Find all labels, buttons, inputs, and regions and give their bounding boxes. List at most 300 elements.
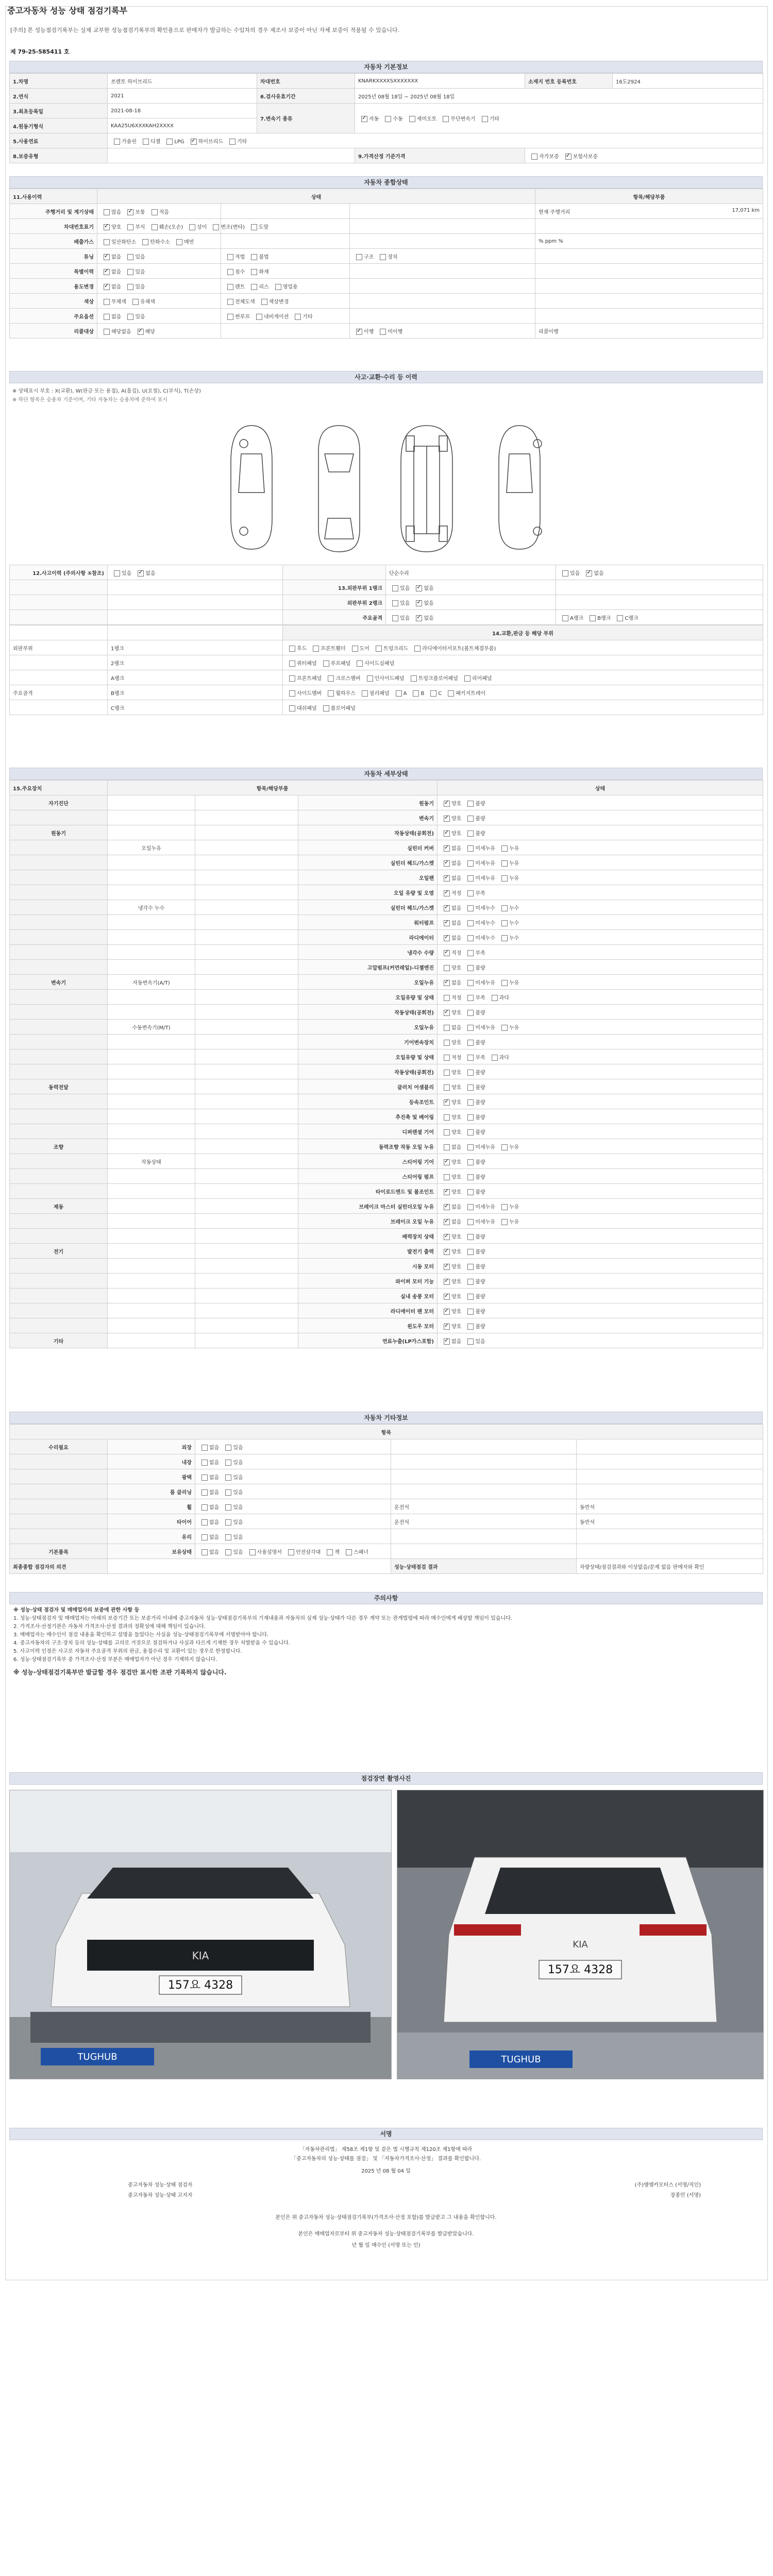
option: 미세누유: [464, 844, 495, 852]
checkbox[interactable]: [444, 1129, 450, 1136]
checkbox[interactable]: [467, 1055, 474, 1061]
table-row: [10, 1020, 763, 1035]
checkbox[interactable]: [467, 1084, 474, 1091]
other-group: 기본품목: [10, 1544, 108, 1559]
table-row: [10, 1514, 763, 1529]
detail-group: 자기진단: [10, 795, 108, 810]
checkbox[interactable]: [444, 1084, 450, 1091]
checkbox[interactable]: [467, 965, 474, 971]
checkbox[interactable]: [467, 1099, 474, 1106]
checkbox[interactable]: [409, 116, 415, 122]
checkbox[interactable]: [467, 1294, 474, 1300]
detail-item: 오일누유: [298, 975, 438, 990]
checkbox[interactable]: [225, 1519, 231, 1526]
checkbox[interactable]: [229, 139, 236, 145]
checkbox[interactable]: [467, 1144, 474, 1150]
checkbox[interactable]: [225, 1445, 231, 1451]
general-options: [97, 219, 269, 234]
checkbox[interactable]: [227, 314, 233, 320]
checkbox[interactable]: [392, 585, 398, 591]
checkbox[interactable]: [467, 1279, 474, 1285]
checkbox[interactable]: [467, 995, 474, 1001]
checkbox[interactable]: [444, 1219, 450, 1225]
checkbox[interactable]: [444, 890, 450, 896]
checkbox[interactable]: [444, 1010, 450, 1016]
checkbox[interactable]: [444, 875, 450, 882]
checkbox[interactable]: [444, 1204, 450, 1210]
checkbox[interactable]: [396, 690, 402, 697]
checkbox[interactable]: [444, 1249, 450, 1255]
checkbox[interactable]: [127, 269, 133, 275]
checkbox[interactable]: [104, 299, 110, 305]
checkbox[interactable]: [225, 1504, 231, 1511]
checkbox[interactable]: [444, 1099, 450, 1106]
option: 침수: [224, 267, 245, 275]
checkbox[interactable]: [416, 615, 422, 621]
checkbox[interactable]: [346, 1549, 352, 1555]
detail-group: [10, 870, 108, 885]
checkbox[interactable]: [275, 284, 281, 290]
general-status-header: 자동차 종합상태: [9, 176, 763, 189]
checkbox[interactable]: [467, 1070, 474, 1076]
other-group: [10, 1454, 108, 1469]
checkbox[interactable]: [416, 600, 422, 606]
checkbox[interactable]: [467, 935, 474, 941]
detail-group: [10, 840, 108, 855]
checkbox[interactable]: [617, 615, 623, 621]
checkbox[interactable]: [152, 224, 158, 230]
checkbox[interactable]: [467, 845, 474, 852]
checkbox[interactable]: [444, 1144, 450, 1150]
note-item: 3. 매매업자는 매수인이 점검 내용을 확인하고 설명을 들었다는 사실을 성능·상태점검기록부에 서명받아야 합니다.: [13, 1632, 269, 1638]
table-row: [10, 234, 763, 249]
table-row: [10, 1529, 763, 1544]
detail-subgroup: [108, 1289, 195, 1303]
checkbox[interactable]: [501, 860, 508, 867]
option: 불량: [464, 1188, 485, 1195]
general-extra: 리콜이행: [539, 329, 559, 335]
notes-body: [9, 1604, 763, 1679]
year-value: 2021: [108, 89, 257, 104]
checkbox[interactable]: [166, 139, 173, 145]
checkbox[interactable]: [444, 801, 450, 807]
checkbox[interactable]: [376, 646, 382, 652]
checkbox[interactable]: [249, 1549, 256, 1555]
front-brand-text: KIA: [192, 1950, 209, 1962]
checkbox[interactable]: [501, 875, 508, 882]
checkbox[interactable]: [201, 1504, 208, 1511]
checkbox[interactable]: [444, 1264, 450, 1270]
detail-item: 실린더 헤드/가스켓: [298, 855, 438, 870]
checkbox[interactable]: [467, 816, 474, 822]
checkbox[interactable]: [467, 905, 474, 911]
basic-info-section: [9, 61, 763, 163]
checkbox[interactable]: [227, 254, 233, 260]
note-item: 1. 성능·상태점검자 및 매매업자는 아래의 보증기간 또는 보증거리 이내에 중고자동차 성능·상태점검기록부의 기재내용과 자동차의 실제 성능·상태가 다른 경우 계약 또는 관계법령에 따라 매수인에게 배상할 책임이 있습니다.: [13, 1616, 512, 1621]
checkbox[interactable]: [227, 299, 233, 305]
checkbox[interactable]: [467, 1249, 474, 1255]
checkbox[interactable]: [492, 995, 498, 1001]
checkbox[interactable]: [501, 1219, 508, 1225]
option: ✓ 양호: [441, 1247, 461, 1255]
car-right-side-icon: [499, 426, 542, 549]
checkbox[interactable]: [444, 1189, 450, 1195]
checkbox[interactable]: [104, 239, 110, 245]
checkbox[interactable]: [443, 116, 449, 122]
option: 불량: [464, 1128, 485, 1136]
checkbox[interactable]: [467, 1219, 474, 1225]
checkbox[interactable]: [467, 1159, 474, 1165]
checkbox[interactable]: [127, 209, 133, 215]
option: 라디에이터서포트(볼트체결부품): [411, 644, 496, 652]
option: 누유: [498, 859, 519, 867]
checkbox[interactable]: [467, 950, 474, 956]
checkbox[interactable]: [416, 585, 422, 591]
checkbox[interactable]: [562, 615, 568, 621]
checkbox[interactable]: [201, 1549, 208, 1555]
checkbox[interactable]: [467, 1264, 474, 1270]
checkbox[interactable]: [444, 1025, 450, 1031]
detail-group: [10, 1094, 108, 1109]
general-head-1: 11.사용이력: [10, 189, 97, 204]
checkbox[interactable]: [288, 1549, 294, 1555]
checkbox[interactable]: [138, 570, 144, 577]
checkbox[interactable]: [225, 1460, 231, 1466]
checkbox[interactable]: [392, 615, 398, 621]
checkbox[interactable]: [289, 690, 295, 697]
checkbox[interactable]: [444, 1070, 450, 1076]
checkbox[interactable]: [152, 209, 158, 215]
checkbox[interactable]: [328, 690, 334, 697]
option: ✓ 없음: [441, 934, 461, 941]
option: 미세누수: [464, 919, 495, 926]
checkbox[interactable]: [289, 646, 295, 652]
table-row: [10, 670, 763, 685]
checkbox[interactable]: [411, 675, 417, 682]
option: 크로스멤버: [325, 674, 360, 682]
checkbox[interactable]: [444, 816, 450, 822]
checkbox[interactable]: [225, 1534, 231, 1540]
sign-header: 서명: [9, 2128, 763, 2140]
option: 부족: [464, 889, 485, 896]
option: ✓ 양호: [441, 799, 461, 807]
accident-label-2: 단순수리: [389, 570, 409, 577]
checkbox[interactable]: [531, 154, 537, 160]
checkbox[interactable]: [289, 705, 295, 711]
option: 미세누유: [464, 874, 495, 882]
other-item: 광택: [108, 1469, 195, 1484]
checkbox[interactable]: [138, 329, 144, 335]
option: 트렁크리드: [373, 644, 408, 652]
checkbox[interactable]: [501, 1144, 508, 1150]
table-row: [10, 960, 763, 975]
checkbox[interactable]: [327, 1549, 333, 1555]
general-status-table: [9, 189, 763, 338]
checkbox[interactable]: [352, 646, 358, 652]
checkbox[interactable]: [104, 314, 110, 320]
checkbox[interactable]: [444, 980, 450, 986]
checkbox[interactable]: [467, 1309, 474, 1315]
other-item: 보유상태: [108, 1544, 195, 1559]
checkbox[interactable]: [467, 1114, 474, 1121]
checkbox[interactable]: [444, 935, 450, 941]
document-title: 중고자동차 성능 상태 점검기록부: [7, 6, 128, 15]
checkbox[interactable]: [467, 890, 474, 896]
checkbox[interactable]: [501, 935, 508, 941]
checkbox[interactable]: [323, 705, 329, 711]
checkbox[interactable]: [127, 254, 133, 260]
checkbox[interactable]: [444, 950, 450, 956]
checkbox[interactable]: [104, 329, 110, 335]
checkbox[interactable]: [356, 329, 362, 335]
checkbox[interactable]: [191, 139, 197, 145]
detail-subgroup: [108, 825, 195, 840]
checkbox[interactable]: [142, 239, 148, 245]
checkbox[interactable]: [251, 254, 257, 260]
option: 해당없음: [100, 327, 131, 335]
checkbox[interactable]: [380, 254, 386, 260]
detail-item: 워터펌프: [298, 915, 438, 930]
checkbox[interactable]: [356, 254, 362, 260]
general-options: [97, 264, 221, 279]
checkbox[interactable]: [467, 801, 474, 807]
checkbox[interactable]: [444, 1338, 450, 1345]
checkbox[interactable]: [127, 284, 133, 290]
detail-item: 작동상태(공회전): [298, 825, 438, 840]
checkbox[interactable]: [444, 995, 450, 1001]
checkbox[interactable]: [444, 965, 450, 971]
detail-item: 오일팬: [298, 870, 438, 885]
checkbox[interactable]: [444, 1040, 450, 1046]
checkbox[interactable]: [104, 209, 110, 215]
inspection-period-value: 2025년 08월 18일 ~ 2025년 08월 18일: [355, 89, 763, 104]
checkbox[interactable]: [251, 269, 257, 275]
checkbox[interactable]: [430, 690, 436, 697]
general-label: 배출가스: [10, 234, 97, 249]
checkbox[interactable]: [467, 920, 474, 926]
basic-info-header: 자동차 기본정보: [9, 61, 763, 73]
table-row: [10, 781, 763, 795]
checkbox[interactable]: [367, 675, 373, 682]
checkbox[interactable]: [501, 905, 508, 911]
general-label: 특별이력: [10, 264, 97, 279]
option: 없음: [100, 312, 121, 320]
checkbox[interactable]: [213, 224, 219, 230]
checkbox[interactable]: [227, 269, 233, 275]
table-row: [10, 1499, 763, 1514]
checkbox[interactable]: [562, 570, 568, 577]
option: ✓ 없음: [100, 282, 121, 290]
table-row: [10, 1289, 763, 1303]
option: 불량: [464, 1038, 485, 1046]
checkbox[interactable]: [127, 314, 133, 320]
option: ✓ 보험사보증: [562, 152, 598, 160]
checkbox[interactable]: [201, 1475, 208, 1481]
checkbox[interactable]: [413, 690, 419, 697]
checkbox[interactable]: [444, 1174, 450, 1180]
checkbox[interactable]: [176, 239, 182, 245]
option: 있음: [222, 1458, 243, 1466]
checkbox[interactable]: [114, 139, 120, 145]
parts-rank: A랭크: [108, 670, 283, 685]
option: ✓ 양호: [441, 1307, 461, 1315]
option: 불법: [248, 252, 268, 260]
table-row: [10, 810, 763, 825]
checkbox[interactable]: [313, 646, 319, 652]
checkbox[interactable]: [467, 1324, 474, 1330]
checkbox[interactable]: [362, 690, 368, 697]
sign-line-2: 「중고자동차의 성능·상태를 점검」 및 「자동차가격조사·산정」 결과를 확인합니다.: [291, 2156, 481, 2162]
detail-group: [10, 1229, 108, 1244]
option: ✓ 양호: [441, 1292, 461, 1300]
checkbox[interactable]: [251, 284, 257, 290]
detail-group: [10, 1064, 108, 1079]
notice-text: [주의] 본 성능점검기록부는 실제 교부한 성능점검기록부의 확인용으로 판매자가 발급하는 수입차의 경우 제조사 보증이 아닌 자체 보증이 적용될 수 있습니다.: [10, 27, 400, 33]
checkbox[interactable]: [467, 1234, 474, 1240]
checkbox[interactable]: [104, 254, 110, 260]
other-item: 유리: [108, 1529, 195, 1544]
checkbox[interactable]: [261, 299, 267, 305]
option: ✓ 없음: [100, 267, 121, 275]
checkbox[interactable]: [467, 1129, 474, 1136]
general-extra: % ppm %: [539, 238, 563, 244]
checkbox[interactable]: [201, 1519, 208, 1526]
option: 미세누유: [464, 978, 495, 986]
checkbox[interactable]: [143, 139, 149, 145]
accident-legend: ※ 상태표시 부호 : X(교환), W(판금 또는 용접), A(흠집), U(요철), C(부식), T(손상): [12, 388, 201, 394]
checkbox[interactable]: [385, 116, 391, 122]
checkbox[interactable]: [565, 154, 572, 160]
table-row: [10, 900, 763, 915]
checkbox[interactable]: [289, 675, 295, 682]
checkbox[interactable]: [448, 690, 454, 697]
checkbox[interactable]: [467, 1174, 474, 1180]
option: 불량: [464, 1247, 485, 1255]
option: 영업용: [272, 282, 298, 290]
detail-subgroup: 수동변속기(M/T): [108, 1020, 195, 1035]
checkbox[interactable]: [392, 600, 398, 606]
checkbox[interactable]: [225, 1489, 231, 1496]
checkbox[interactable]: [467, 1040, 474, 1046]
checkbox[interactable]: [444, 1324, 450, 1330]
checkbox[interactable]: [444, 1234, 450, 1240]
checkbox[interactable]: [444, 920, 450, 926]
checkbox[interactable]: [104, 269, 110, 275]
detail-subgroup: [108, 1318, 195, 1333]
checkbox[interactable]: [444, 831, 450, 837]
checkbox[interactable]: [467, 1338, 474, 1345]
checkbox[interactable]: [501, 920, 508, 926]
checkbox[interactable]: [467, 831, 474, 837]
checkbox[interactable]: [467, 1204, 474, 1210]
detail-group: 동력전달: [10, 1079, 108, 1094]
detail-item: 고압펌프(커먼레일)-디젤엔진: [298, 960, 438, 975]
checkbox[interactable]: [467, 875, 474, 882]
checkbox[interactable]: [467, 1010, 474, 1016]
table-row: [10, 1064, 763, 1079]
checkbox[interactable]: [132, 299, 139, 305]
table-row: [10, 685, 763, 700]
checkbox[interactable]: [104, 224, 110, 230]
option: 있음: [222, 1518, 243, 1526]
checkbox[interactable]: [201, 1445, 208, 1451]
checkbox[interactable]: [444, 905, 450, 911]
checkbox[interactable]: [444, 1279, 450, 1285]
checkbox[interactable]: [251, 224, 257, 230]
checkbox[interactable]: [328, 675, 334, 682]
car-frame-view-icon: [401, 426, 452, 552]
checkbox[interactable]: [289, 660, 295, 667]
checkbox[interactable]: [225, 1475, 231, 1481]
checkbox[interactable]: [501, 1204, 508, 1210]
checkbox[interactable]: [127, 224, 133, 230]
checkbox[interactable]: [201, 1489, 208, 1496]
checkbox[interactable]: [467, 980, 474, 986]
checkbox[interactable]: [256, 314, 262, 320]
checkbox[interactable]: [444, 845, 450, 852]
checkbox[interactable]: [104, 284, 110, 290]
checkbox[interactable]: [295, 314, 301, 320]
checkbox[interactable]: [357, 660, 363, 667]
detail-item: 시동 모터: [298, 1259, 438, 1274]
checkbox[interactable]: [501, 980, 508, 986]
checkbox[interactable]: [590, 615, 596, 621]
checkbox[interactable]: [414, 646, 421, 652]
detail-head-3: 상태: [438, 781, 763, 795]
checkbox[interactable]: [189, 224, 195, 230]
option: 불량: [464, 1068, 485, 1076]
detail-subgroup: [108, 1303, 195, 1318]
checkbox[interactable]: [444, 1309, 450, 1315]
checkbox[interactable]: [444, 1114, 450, 1121]
checkbox[interactable]: [467, 860, 474, 867]
checkbox[interactable]: [444, 1159, 450, 1165]
notes-final: ※ 성능·상태점검기록부만 발급할 경우 점검만 표시한 조판 기록하지 않습니다.: [13, 1669, 227, 1676]
checkbox[interactable]: [444, 1055, 450, 1061]
option: ✓ 없음: [135, 569, 155, 577]
checkbox[interactable]: [501, 1025, 508, 1031]
option: ✓ 없음: [413, 599, 433, 606]
checkbox[interactable]: [467, 1025, 474, 1031]
checkbox[interactable]: [361, 116, 367, 122]
checkbox[interactable]: [464, 675, 470, 682]
checkbox[interactable]: [482, 116, 488, 122]
checkbox[interactable]: [225, 1549, 231, 1555]
checkbox[interactable]: [201, 1460, 208, 1466]
option: 불량: [464, 1262, 485, 1270]
checkbox[interactable]: [444, 1294, 450, 1300]
option: 미세누유: [464, 1217, 495, 1225]
checkbox[interactable]: [201, 1534, 208, 1540]
checkbox[interactable]: [323, 660, 329, 667]
checkbox[interactable]: [586, 570, 592, 577]
table-row: [10, 1094, 763, 1109]
checkbox[interactable]: [501, 845, 508, 852]
detail-item: 브레이크 마스터 실린더오일 누유: [298, 1199, 438, 1214]
option: 화재: [248, 267, 268, 275]
table-row: [10, 1318, 763, 1333]
checkbox[interactable]: [380, 329, 386, 335]
table-row: [10, 1214, 763, 1229]
checkbox[interactable]: [227, 284, 233, 290]
checkbox[interactable]: [114, 570, 120, 577]
rear-plate-text: 157요 4328: [547, 1963, 613, 1976]
checkbox[interactable]: [467, 1189, 474, 1195]
checkbox[interactable]: [444, 860, 450, 867]
checkbox[interactable]: [492, 1055, 498, 1061]
other-header: 자동차 기타정보: [9, 1412, 763, 1424]
option: 패키지트레이: [445, 689, 485, 697]
